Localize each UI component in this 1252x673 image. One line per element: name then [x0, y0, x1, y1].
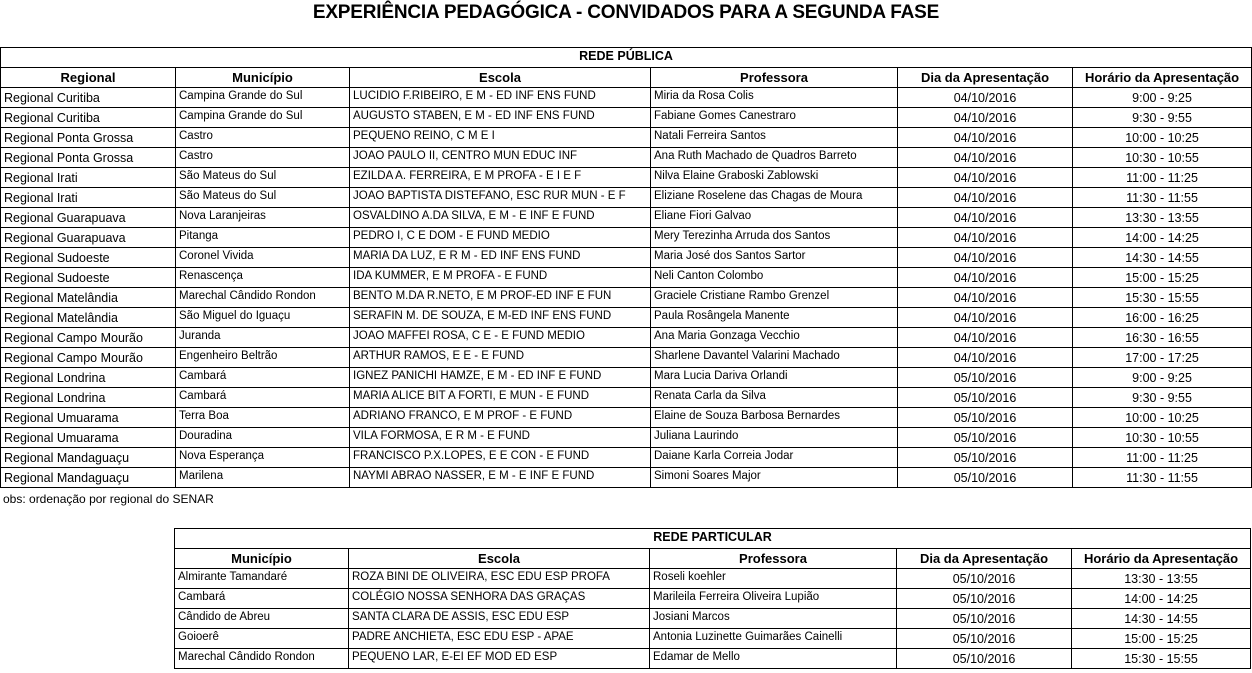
table-cell: Juranda	[176, 328, 350, 348]
table-cell: Regional Londrina	[1, 388, 176, 408]
table-cell: Regional Umuarama	[1, 408, 176, 428]
header-row	[1, 68, 1252, 88]
table-row	[1, 288, 1252, 308]
table-row	[175, 649, 1251, 669]
table-row	[1, 88, 1252, 108]
table-cell: 04/10/2016	[898, 288, 1073, 308]
table-row	[1, 428, 1252, 448]
table-cell: AUGUSTO STABEN, E M - ED INF ENS FUND	[350, 108, 651, 128]
table-cell: Regional Sudoeste	[1, 248, 176, 268]
column-header: Município	[175, 549, 349, 569]
table-cell: 13:30 - 13:55	[1072, 569, 1251, 589]
table-cell: Edamar de Mello	[650, 649, 897, 669]
table-cell: Regional Umuarama	[1, 428, 176, 448]
table-cell: Maria José dos Santos Sartor	[651, 248, 898, 268]
table-row	[1, 108, 1252, 128]
table-cell: Regional Campo Mourão	[1, 328, 176, 348]
table-row	[175, 589, 1251, 609]
table-cell: ROZA BINI DE OLIVEIRA, ESC EDU ESP PROFA	[349, 569, 650, 589]
table-cell: Eliane Fiori Galvao	[651, 208, 898, 228]
column-header: Dia da Apresentação	[897, 549, 1072, 569]
table-row	[1, 148, 1252, 168]
table-cell: 05/10/2016	[897, 609, 1072, 629]
table-cell: Regional Mandaguaçu	[1, 448, 176, 468]
column-header: Regional	[1, 68, 176, 88]
table-cell: PEDRO I, C E DOM - E FUND MEDIO	[350, 228, 651, 248]
table-cell: Ana Maria Gonzaga Vecchio	[651, 328, 898, 348]
section-header-row	[1, 48, 1252, 68]
table-cell: Regional Campo Mourão	[1, 348, 176, 368]
table-cell: 11:00 - 11:25	[1073, 168, 1252, 188]
table-cell: 04/10/2016	[898, 308, 1073, 328]
table-cell: Campina Grande do Sul	[176, 108, 350, 128]
table-cell: 10:00 - 10:25	[1073, 408, 1252, 428]
column-header: Professora	[650, 549, 897, 569]
table-cell: MARIA ALICE BIT A FORTI, E MUN - E FUND	[350, 388, 651, 408]
table-cell: 04/10/2016	[898, 348, 1073, 368]
table-cell: 14:30 - 14:55	[1072, 609, 1251, 629]
table-cell: SANTA CLARA DE ASSIS, ESC EDU ESP	[349, 609, 650, 629]
table-cell: 14:00 - 14:25	[1072, 589, 1251, 609]
table-cell: Sharlene Davantel Valarini Machado	[651, 348, 898, 368]
table-cell: Natali Ferreira Santos	[651, 128, 898, 148]
table-cell: 05/10/2016	[898, 468, 1073, 488]
table-cell: Neli Canton Colombo	[651, 268, 898, 288]
table-cell: 04/10/2016	[898, 108, 1073, 128]
table-cell: Daiane Karla Correia Jodar	[651, 448, 898, 468]
table-cell: Paula Rosângela Manente	[651, 308, 898, 328]
table-row	[1, 208, 1252, 228]
table-cell: Cambará	[176, 388, 350, 408]
table-row	[175, 609, 1251, 629]
table-cell: Simoni Soares Major	[651, 468, 898, 488]
table-cell: SERAFIN M. DE SOUZA, E M-ED INF ENS FUND	[350, 308, 651, 328]
table-cell: 16:00 - 16:25	[1073, 308, 1252, 328]
table-cell: 13:30 - 13:55	[1073, 208, 1252, 228]
table-cell: Elaine de Souza Barbosa Bernardes	[651, 408, 898, 428]
table-cell: Regional Irati	[1, 168, 176, 188]
table-cell: Josiani Marcos	[650, 609, 897, 629]
table-cell: VILA FORMOSA, E R M - E FUND	[350, 428, 651, 448]
table-row	[1, 328, 1252, 348]
table-cell: 04/10/2016	[898, 268, 1073, 288]
column-header: Município	[176, 68, 350, 88]
table-cell: 04/10/2016	[898, 128, 1073, 148]
table-cell: Mara Lucia Dariva Orlandi	[651, 368, 898, 388]
table-cell: Cambará	[176, 368, 350, 388]
table-cell: Almirante Tamandaré	[175, 569, 349, 589]
table-cell: 11:30 - 11:55	[1073, 188, 1252, 208]
table-cell: Regional Matelândia	[1, 308, 176, 328]
table-cell: ARTHUR RAMOS, E E - E FUND	[350, 348, 651, 368]
table-cell: EZILDA A. FERREIRA, E M PROFA - E I E F	[350, 168, 651, 188]
table-cell: Regional Guarapuava	[1, 208, 176, 228]
table-cell: PADRE ANCHIETA, ESC EDU ESP - APAE	[349, 629, 650, 649]
table-cell: Terra Boa	[176, 408, 350, 428]
table-cell: LUCIDIO F.RIBEIRO, E M - ED INF ENS FUND	[350, 88, 651, 108]
table-row	[1, 248, 1252, 268]
table-cell: 05/10/2016	[897, 589, 1072, 609]
table-row	[1, 168, 1252, 188]
table-cell: Juliana Laurindo	[651, 428, 898, 448]
column-header: Professora	[651, 68, 898, 88]
page-title: EXPERIÊNCIA PEDAGÓGICA - CONVIDADOS PARA A SEGUNDA FASE	[312, 2, 940, 23]
table-cell: 04/10/2016	[898, 168, 1073, 188]
table-cell: Renascença	[176, 268, 350, 288]
table-row	[1, 388, 1252, 408]
table-row	[1, 128, 1252, 148]
table-cell: Castro	[176, 148, 350, 168]
table-cell: 15:30 - 15:55	[1072, 649, 1251, 669]
table-cell: Nova Esperança	[176, 448, 350, 468]
table-cell: São Mateus do Sul	[176, 168, 350, 188]
table-cell: 9:30 - 9:55	[1073, 388, 1252, 408]
table-cell: 05/10/2016	[897, 569, 1072, 589]
table-cell: Regional Curitiba	[1, 108, 176, 128]
table-cell: Regional Curitiba	[1, 88, 176, 108]
table-cell: Renata Carla da Silva	[651, 388, 898, 408]
table-cell: 15:00 - 15:25	[1072, 629, 1251, 649]
table-row	[1, 268, 1252, 288]
table-cell: 05/10/2016	[898, 388, 1073, 408]
table-cell: 04/10/2016	[898, 188, 1073, 208]
table-cell: 9:30 - 9:55	[1073, 108, 1252, 128]
table-cell: MARIA DA LUZ, E R M - ED INF ENS FUND	[350, 248, 651, 268]
table-cell: 16:30 - 16:55	[1073, 328, 1252, 348]
table-cell: JOAO MAFFEI ROSA, C E - E FUND MEDIO	[350, 328, 651, 348]
table-cell: OSVALDINO A.DA SILVA, E M - E INF E FUND	[350, 208, 651, 228]
table-cell: IDA KUMMER, E M PROFA - E FUND	[350, 268, 651, 288]
table-cell: Regional Londrina	[1, 368, 176, 388]
table-cell: Campina Grande do Sul	[176, 88, 350, 108]
table-row	[1, 228, 1252, 248]
column-header: Horário da Apresentação	[1072, 549, 1251, 569]
table-cell: Graciele Cristiane Rambo Grenzel	[651, 288, 898, 308]
table-cell: Nova Laranjeiras	[176, 208, 350, 228]
table-cell: 04/10/2016	[898, 328, 1073, 348]
table-cell: Marechal Cândido Rondon	[175, 649, 349, 669]
column-header: Horário da Apresentação	[1073, 68, 1252, 88]
table-row	[175, 629, 1251, 649]
table-cell: Eliziane Roselene das Chagas de Moura	[651, 188, 898, 208]
table-cell: Regional Matelândia	[1, 288, 176, 308]
header-row	[175, 549, 1251, 569]
obs-note: obs: ordenação por regional do SENAR	[3, 492, 214, 506]
table-cell: JOAO PAULO II, CENTRO MUN EDUC INF	[350, 148, 651, 168]
table-cell: 05/10/2016	[898, 408, 1073, 428]
table-cell: Castro	[176, 128, 350, 148]
table-cell: 17:00 - 17:25	[1073, 348, 1252, 368]
table-row	[1, 188, 1252, 208]
table-cell: Marechal Cândido Rondon	[176, 288, 350, 308]
table-cell: Miria da Rosa Colis	[651, 88, 898, 108]
table-cell: 9:00 - 9:25	[1073, 368, 1252, 388]
table-cell: Regional Irati	[1, 188, 176, 208]
table-cell: 04/10/2016	[898, 228, 1073, 248]
section-title: REDE PARTICULAR	[175, 529, 1251, 549]
table-cell: 04/10/2016	[898, 88, 1073, 108]
table-cell: NAYMI ABRAO NASSER, E M - E INF E FUND	[350, 468, 651, 488]
rede-publica-table	[0, 47, 1252, 488]
table-cell: 05/10/2016	[897, 629, 1072, 649]
table-cell: PEQUENO REINO, C M E I	[350, 128, 651, 148]
table-row	[1, 468, 1252, 488]
table-cell: Antonia Luzinette Guimarães Cainelli	[650, 629, 897, 649]
table-cell: Regional Ponta Grossa	[1, 128, 176, 148]
table-cell: COLÉGIO NOSSA SENHORA DAS GRAÇAS	[349, 589, 650, 609]
table-cell: 05/10/2016	[897, 649, 1072, 669]
section-title: REDE PÚBLICA	[1, 48, 1252, 68]
rede-particular-table	[174, 528, 1251, 669]
table-cell: Nilva Elaine Graboski Zablowski	[651, 168, 898, 188]
table-cell: 05/10/2016	[898, 448, 1073, 468]
table-cell: ADRIANO FRANCO, E M PROF - E FUND	[350, 408, 651, 428]
table-cell: FRANCISCO P.X.LOPES, E E CON - E FUND	[350, 448, 651, 468]
table-cell: São Mateus do Sul	[176, 188, 350, 208]
table-cell: 9:00 - 9:25	[1073, 88, 1252, 108]
table-cell: Coronel Vivida	[176, 248, 350, 268]
section-header-row	[175, 529, 1251, 549]
table-cell: Mery Terezinha Arruda dos Santos	[651, 228, 898, 248]
table-cell: PEQUENO LAR, E-EI EF MOD ED ESP	[349, 649, 650, 669]
table-cell: Cândido de Abreu	[175, 609, 349, 629]
table-cell: Fabiane Gomes Canestraro	[651, 108, 898, 128]
table-cell: Douradina	[176, 428, 350, 448]
table-cell: Marilena	[176, 468, 350, 488]
table-cell: 10:30 - 10:55	[1073, 428, 1252, 448]
table-cell: Marileila Ferreira Oliveira Lupião	[650, 589, 897, 609]
table-cell: 04/10/2016	[898, 248, 1073, 268]
table-row	[1, 308, 1252, 328]
table-cell: 11:00 - 11:25	[1073, 448, 1252, 468]
table-cell: Goioerê	[175, 629, 349, 649]
table-row	[1, 448, 1252, 468]
table-cell: 15:30 - 15:55	[1073, 288, 1252, 308]
table-cell: Pitanga	[176, 228, 350, 248]
table-cell: BENTO M.DA R.NETO, E M PROF-ED INF E FUN	[350, 288, 651, 308]
table-cell: Regional Guarapuava	[1, 228, 176, 248]
table-cell: Regional Ponta Grossa	[1, 148, 176, 168]
table-cell: Ana Ruth Machado de Quadros Barreto	[651, 148, 898, 168]
table-cell: JOAO BAPTISTA DISTEFANO, ESC RUR MUN - E F	[350, 188, 651, 208]
table-cell: 15:00 - 15:25	[1073, 268, 1252, 288]
table-cell: Cambará	[175, 589, 349, 609]
table-cell: São Miguel do Iguaçu	[176, 308, 350, 328]
table-cell: 05/10/2016	[898, 368, 1073, 388]
table-row	[1, 348, 1252, 368]
table-cell: 04/10/2016	[898, 208, 1073, 228]
table-cell: Regional Sudoeste	[1, 268, 176, 288]
table-row	[1, 408, 1252, 428]
table-cell: IGNEZ PANICHI HAMZE, E M - ED INF E FUND	[350, 368, 651, 388]
table-cell: Engenheiro Beltrão	[176, 348, 350, 368]
column-header: Dia da Apresentação	[898, 68, 1073, 88]
table-cell: 04/10/2016	[898, 148, 1073, 168]
table-cell: Roseli koehler	[650, 569, 897, 589]
column-header: Escola	[349, 549, 650, 569]
table-cell: 10:30 - 10:55	[1073, 148, 1252, 168]
table-cell: 14:30 - 14:55	[1073, 248, 1252, 268]
table-cell: 14:00 - 14:25	[1073, 228, 1252, 248]
table-cell: 11:30 - 11:55	[1073, 468, 1252, 488]
table-cell: 05/10/2016	[898, 428, 1073, 448]
column-header: Escola	[350, 68, 651, 88]
table-cell: Regional Mandaguaçu	[1, 468, 176, 488]
table-row	[1, 368, 1252, 388]
table-cell: 10:00 - 10:25	[1073, 128, 1252, 148]
table-row	[175, 569, 1251, 589]
